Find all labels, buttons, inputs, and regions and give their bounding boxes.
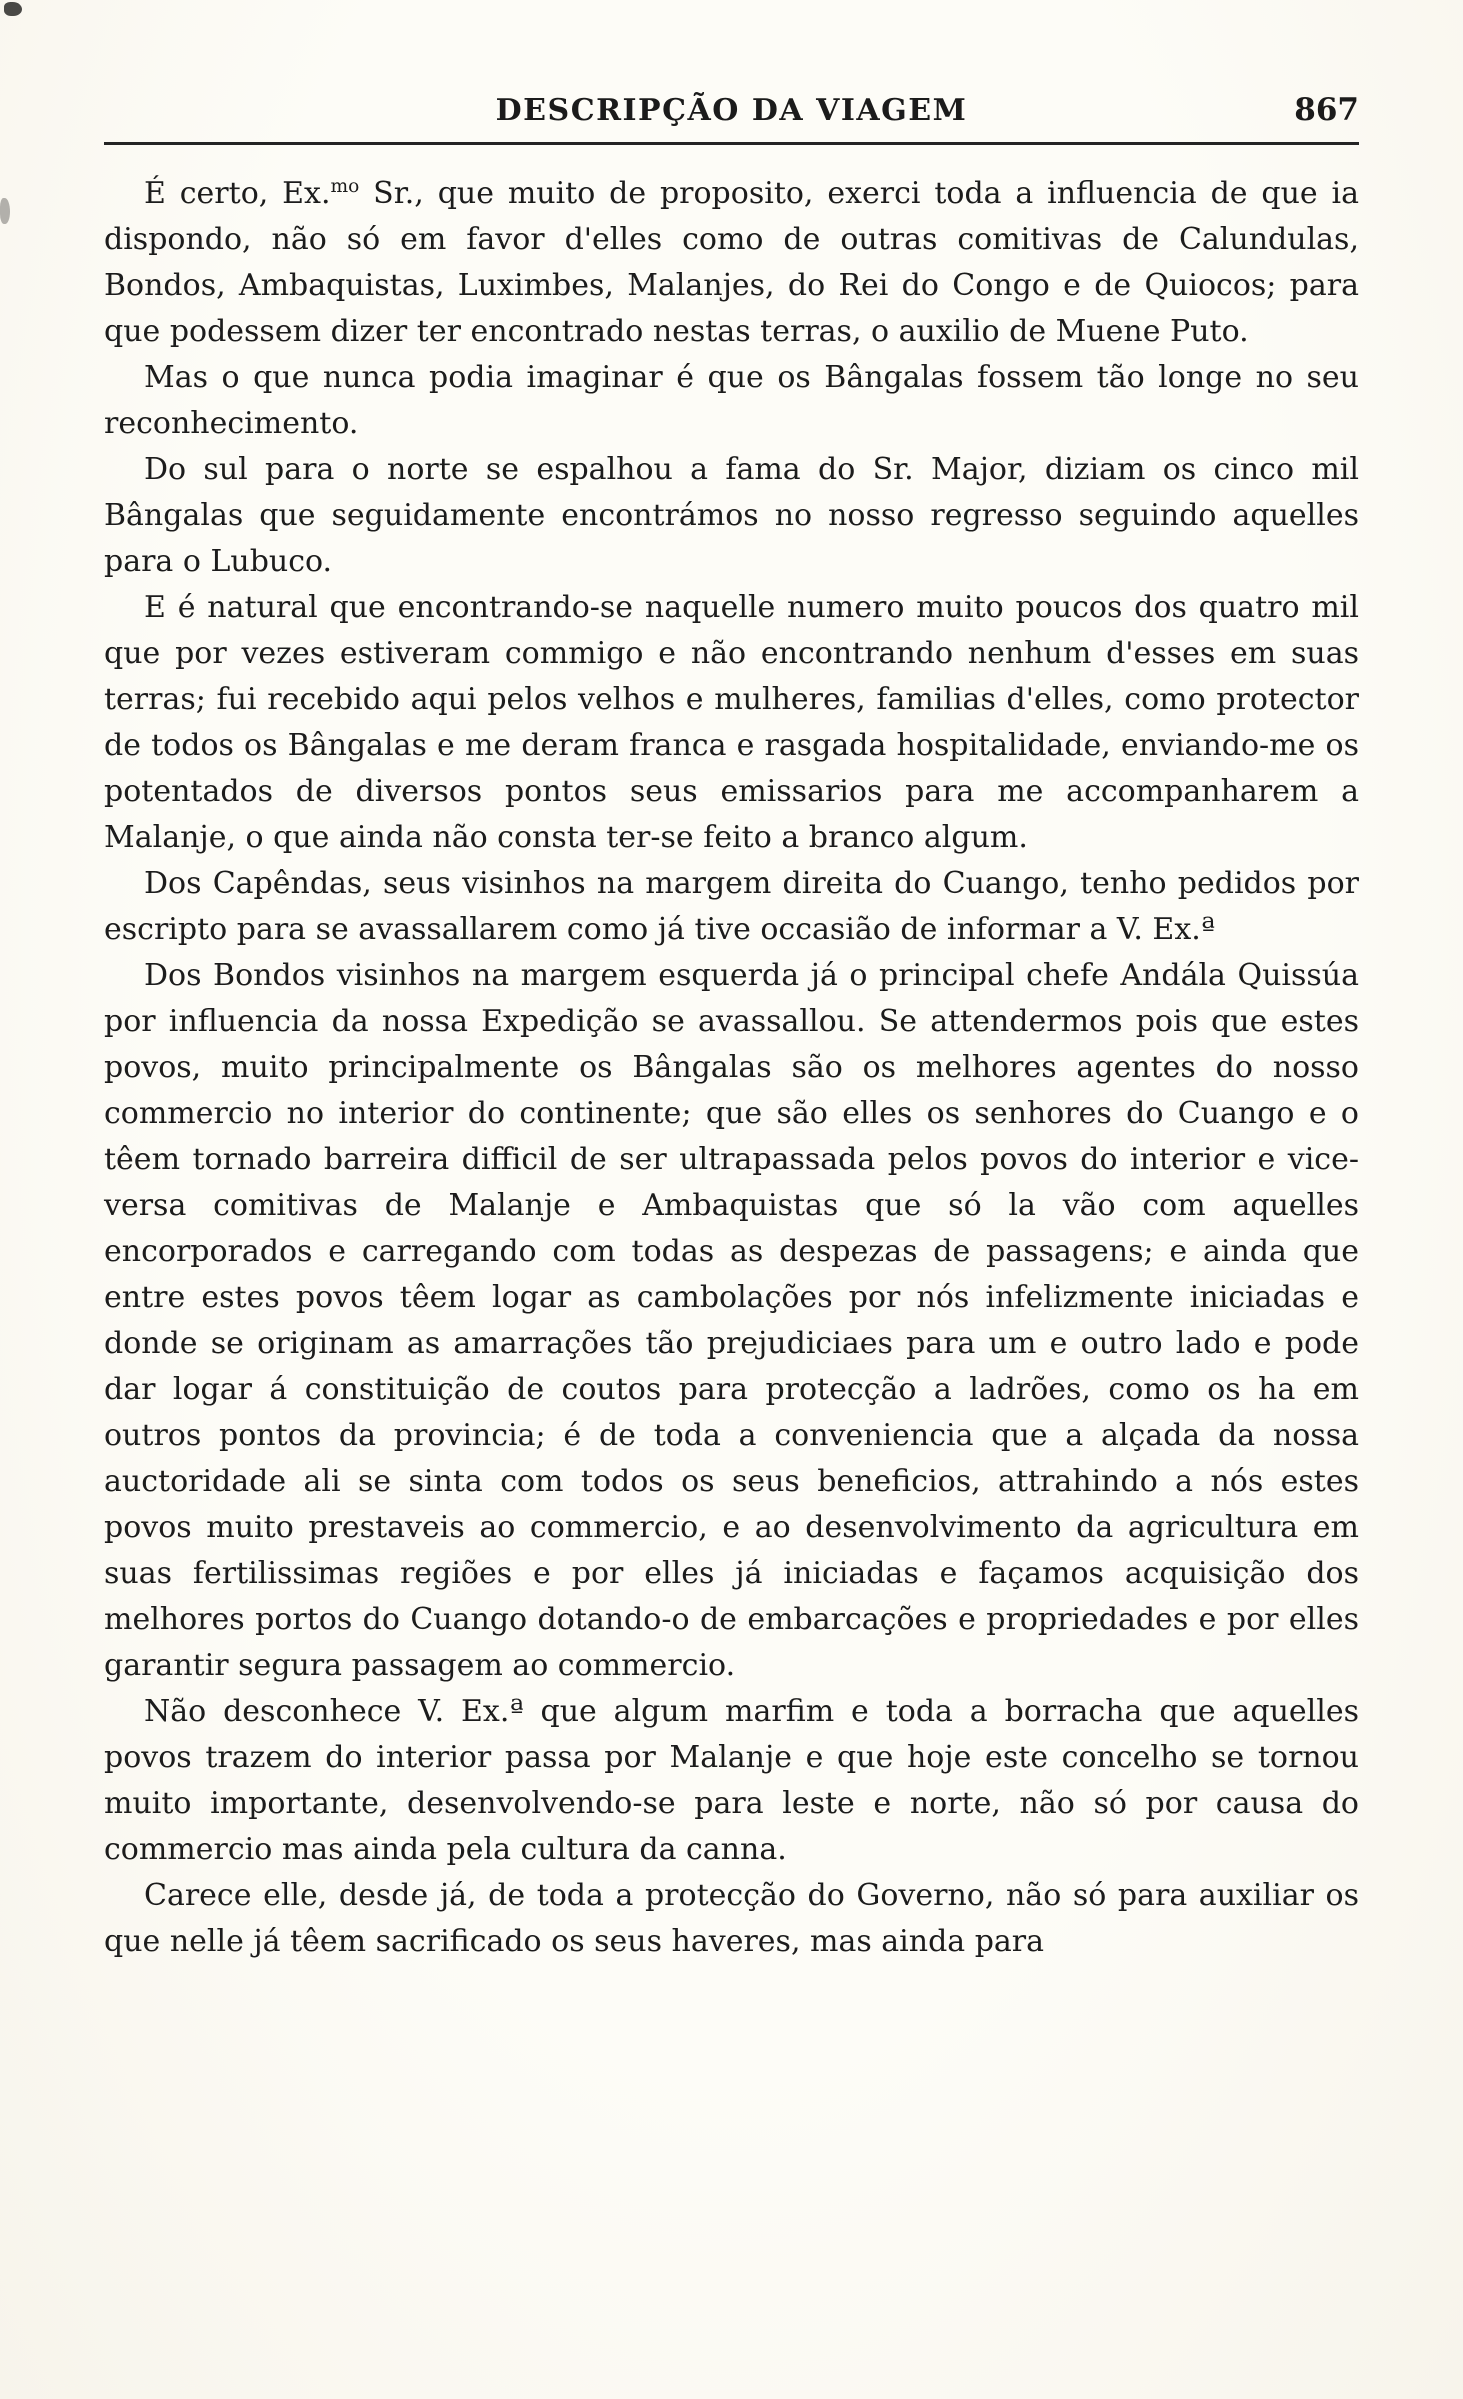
superscript-text: mo	[330, 176, 360, 197]
paragraph-text: Não desconhece V. Ex.ª que algum marfim e toda a borracha que aquelles povos trazem do interior passa por Malanje e que hoje este concelho se tornou muito importante, desenvolvendo-se para leste e norte, não só por causa do commercio mas ainda pela cultura da canna.	[104, 1694, 1359, 1867]
paragraph	[104, 953, 1359, 1689]
paragraph	[104, 585, 1359, 861]
paragraph-text: Dos Capêndas, seus visinhos na margem direita do Cuango, tenho pedidos por escripto para se avassallarem como já tive occasião de informar a V. Ex.ª	[104, 866, 1359, 947]
paragraph	[104, 861, 1359, 953]
paragraph-text: Carece elle, desde já, de toda a protecção do Governo, não só para auxiliar os que nelle já têem sacrificado os seus haveres, mas ainda para	[104, 1878, 1359, 1959]
paragraph	[104, 171, 1359, 355]
paragraph-text: Sr., que muito de proposito, exerci toda a influencia de que ia dispondo, não só em favor d'elles como de outras comitivas de Calundulas, Bondos, Ambaquistas, Luximbes, Malanjes, do Rei do Congo e de Quiocos; para que podessem dizer ter encontrado nestas terras, o auxilio de Muene Puto.	[104, 176, 1359, 349]
page-body	[104, 171, 1359, 1965]
paragraph	[104, 1873, 1359, 1965]
paragraph-text: Dos Bondos visinhos na margem esquerda já o principal chefe Andála Quissúa por influencia da nossa Expedição se avassallou. Se attendermos pois que estes povos, muito principalmente os Bângalas são os melhores agentes do nosso commercio no interior do continente; que são elles os senhores do Cuango e o têem tornado barreira difficil de ser ultrapassada pelos povos do interior e vice-versa comitivas de Malanje e Ambaquistas que só la vão com aquelles encorporados e carregando com todas as despezas de passagens; e ainda que entre estes povos têem logar as cambolações por nós infelizmente iniciadas e donde se originam as amarrações tão prejudiciaes para um e outro lado e pode dar logar á constituição de coutos para protecção a ladrões, como os ha em outros pontos da provincia; é de toda a conveniencia que a alçada da nossa auctoridade ali se sinta com todos os seus beneficios, attrahindo a nós estes povos muito prestaveis ao commercio, e ao desenvolvimento da agricultura em suas fertilissimas regiões e por elles já iniciadas e façamos acquisição dos melhores portos do Cuango dotando-o de embarcações e propriedades e por elles garantir segura passagem ao commercio.	[104, 958, 1359, 1683]
paragraph	[104, 1689, 1359, 1873]
header-rule	[104, 142, 1359, 145]
paragraph-text: E é natural que encontrando-se naquelle numero muito poucos dos quatro mil que por vezes estiveram commigo e não encontrando nenhum d'esses em suas terras; fui recebido aqui pelos velhos e mulheres, familias d'elles, como protector de todos os Bângalas e me deram franca e rasgada hospitalidade, enviando-me os potentados de diversos pontos seus emissarios para me accompanharem a Malanje, o que ainda não consta ter-se feito a branco algum.	[104, 590, 1359, 855]
page-number: 867	[1294, 92, 1360, 128]
paragraph	[104, 447, 1359, 585]
paragraph-text: É certo, Ex.	[144, 176, 331, 211]
running-title: DESCRIPÇÃO DA VIAGEM	[495, 93, 968, 128]
scan-artifact	[0, 198, 10, 224]
paragraph-text: Do sul para o norte se espalhou a fama do Sr. Major, diziam os cinco mil Bângalas que seguidamente encontrámos no nosso regresso seguindo aquelles para o Lubuco.	[104, 452, 1359, 579]
page-header	[104, 92, 1359, 128]
paragraph-text: Mas o que nunca podia imaginar é que os Bângalas fossem tão longe no seu reconhecimento.	[104, 360, 1359, 441]
paragraph	[104, 355, 1359, 447]
scan-artifact	[4, 2, 22, 16]
